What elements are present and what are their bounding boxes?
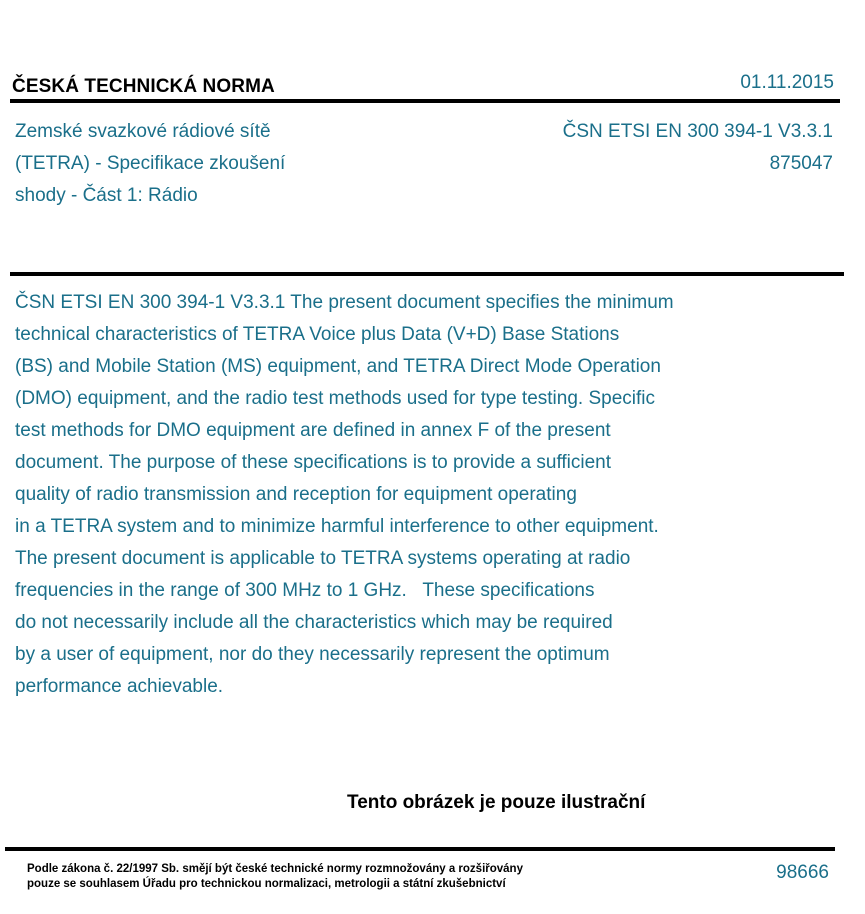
legal-notice — [27, 862, 523, 892]
abstract — [15, 287, 795, 703]
legal-line: pouze se souhlasem Úřadu pro technickou normalizaci, metrologii a státní zkušebnictví — [27, 878, 506, 890]
standard-title — [15, 116, 285, 212]
abstract-line: test methods for DMO equipment are defined in annex F of the present — [15, 420, 611, 441]
abstract-line: performance achievable. — [15, 676, 224, 697]
abstract-line: by a user of equipment, nor do they necessarily represent the optimum — [15, 644, 610, 665]
abstract-line: in a TETRA system and to minimize harmful interference to other equipment. — [15, 516, 659, 537]
abstract-line: ČSN ETSI EN 300 394-1 V3.3.1 The present document specifies the minimum — [15, 292, 674, 313]
standard-designation: ČSN ETSI EN 300 394-1 V3.3.1 — [562, 121, 833, 142]
standard-identifiers — [563, 116, 833, 180]
catalog-number: 875047 — [769, 153, 833, 174]
publication-date: 01.11.2015 — [740, 72, 834, 93]
footer-rule — [5, 847, 835, 851]
abstract-line: quality of radio transmission and reception for equipment operating — [15, 484, 577, 505]
standard-title-line: (TETRA) - Specifikace zkoušení — [15, 153, 286, 174]
header-rule — [10, 99, 840, 103]
standard-title-line: shody - Část 1: Rádio — [15, 185, 198, 206]
abstract-line: do not necessarily include all the characteristics which may be required — [15, 612, 613, 633]
norm-header-title: ČESKÁ TECHNICKÁ NORMA — [12, 76, 275, 97]
illustration-note: Tento obrázek je pouze ilustrační — [347, 792, 646, 813]
abstract-line: frequencies in the range of 300 MHz to 1 GHz. These specifications — [15, 580, 595, 601]
abstract-line: (DMO) equipment, and the radio test methods used for type testing. Specific — [15, 388, 655, 409]
abstract-line: (BS) and Mobile Station (MS) equipment, and TETRA Direct Mode Operation — [15, 356, 661, 377]
abstract-line: technical characteristics of TETRA Voice plus Data (V+D) Base Stations — [15, 324, 620, 345]
document-number: 98666 — [776, 862, 829, 883]
legal-line: Podle zákona č. 22/1997 Sb. smějí být české technické normy rozmnožovány a rozšiřovány — [27, 863, 523, 875]
abstract-line: document. The purpose of these specifications is to provide a sufficient — [15, 452, 612, 473]
section-rule — [10, 272, 844, 276]
abstract-line: The present document is applicable to TETRA systems operating at radio — [15, 548, 631, 569]
standard-title-line: Zemské svazkové rádiové sítě — [15, 121, 271, 142]
